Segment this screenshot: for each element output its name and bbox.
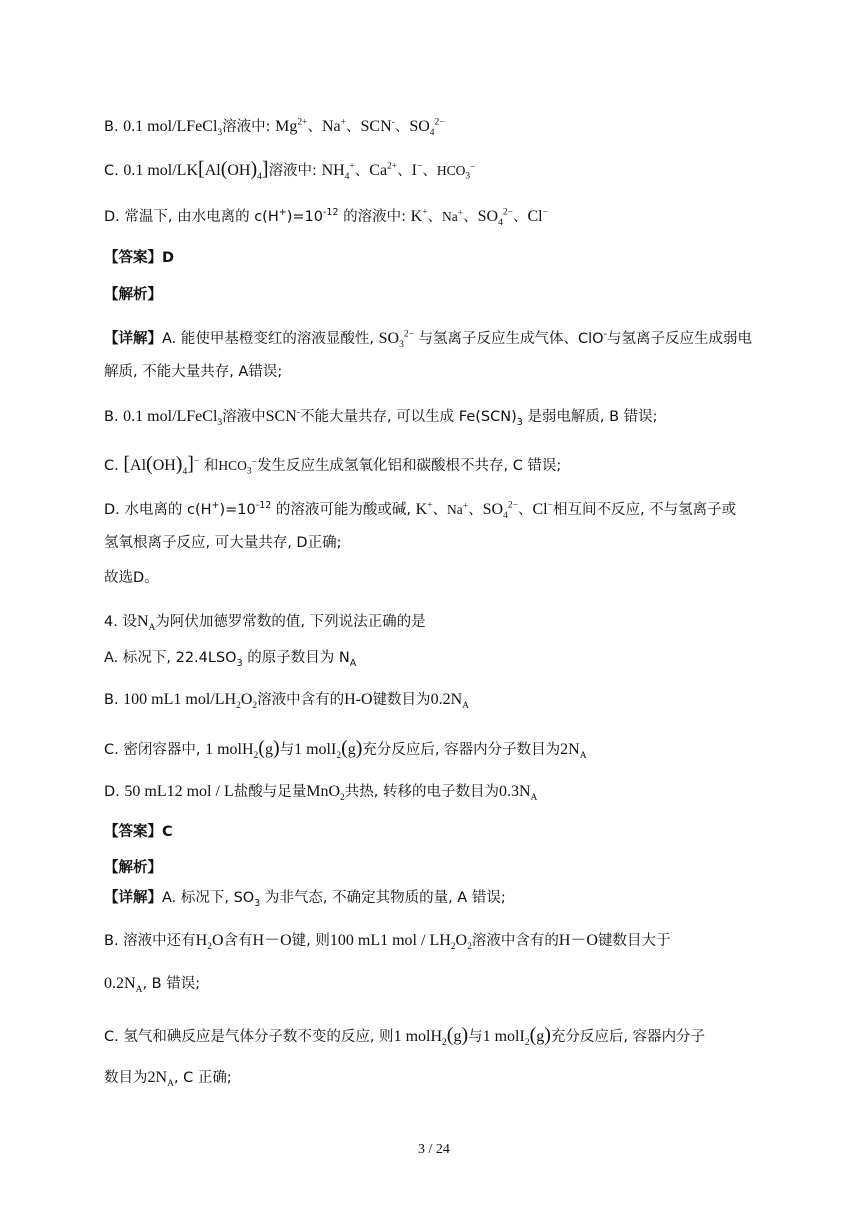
q4-detail-b-2: $0.2N_A$, B 错误; [104, 975, 201, 996]
detail-d-line: D. 水电离的 $c(H^+)=10^{-12}$ 的溶液可能为酸或碱, K+、Na+、$SO_4^{2-}$、Cl−相互间不反应, 不与氢离子或 [104, 500, 737, 522]
q4-detail-a: 【详解】A. 标况下, $SO_3$ 为非气态, 不确定其物质的量, A 错误; [104, 890, 506, 909]
page-number: 3 / 24 [418, 1142, 450, 1157]
answer-label-2: 【答案】C [104, 824, 173, 840]
q4-option-b: B. 100 mL1 mol/$LH_2O_2$溶液中含有的H-O键数目为$0.2N_A$ [104, 691, 469, 712]
detail-d-line-2: 氢氧根离子反应, 可大量共存, D正确; [104, 535, 342, 551]
option-c-line: C. 0.1 mol/$LK[Al(OH)_4]$溶液中: $NH_4^+$、$Ca^{2+}$、I−、$HCO_3^-$ [104, 158, 476, 183]
q4-option-c: C. 密闭容器中, 1 molH$_2$(g)与1 molI$_2$(g)充分反应后, 容器内分子数目为$2N_A$ [104, 737, 587, 762]
question-4-stem: 4. 设$N_A$为阿伏加德罗常数的值, 下列说法正确的是 [104, 613, 426, 634]
option-b-line: B. 0.1 mol/LFeCl$_3$溶液中: $Mg^{2+}$、Na+、SCN-、$SO_4^{2-}$ [104, 117, 445, 139]
detail-b-line: B. 0.1 mol/LFeCl$_3$溶液中SCN-不能大量共存, 可以生成 $Fe(SCN)_3$ 是弱电解质, B 错误; [104, 407, 658, 429]
analysis-label-2: 【解析】 [104, 860, 162, 876]
detail-a-line: 【详解】A. 能使甲基橙变红的溶液显酸性, $SO_3^{2-}$ 与氢离子反应生成气体、ClO-与氢离子反应生成弱电 [104, 329, 753, 351]
analysis-label-1: 【解析】 [104, 287, 162, 303]
detail-a-line-2: 解质, 不能大量共存, A错误; [104, 364, 283, 380]
choose-d-line: 故选D。 [104, 570, 159, 586]
q4-detail-c: C. 氢气和碘反应是气体分子数不变的反应, 则1 molH$_2$(g)与1 molI$_2$(g)充分反应后, 容器内分子 [104, 1024, 706, 1049]
q4-option-d: D. 50 mL12 mol / L盐酸与足量MnO$_2$共热, 转移的电子数目为$0.3N_A$ [104, 783, 538, 804]
detail-c-line: C. $[Al(OH)_4]^-$ 和$HCO_3^-$发生反应生成氢氧化铝和碳酸根不共存, C 错误; [104, 453, 562, 478]
q4-detail-c-2: 数目为$2N_A$, C 正确; [104, 1069, 232, 1090]
option-d-line: D. 常温下, 由水电离的 $c(H^+)=10^{-12}$ 的溶液中: K+、Na+、$SO_4^{2-}$、Cl− [104, 207, 548, 229]
q4-option-a: A. 标况下, $22.4LSO_3$ 的原子数目为 $N_A$ [104, 650, 357, 669]
q4-detail-b: B. 溶液中还有$H_2O$含有H－O键, 则100 mL1 mol / $LH_2O_2$溶液中含有的H－O键数目大于 [104, 932, 671, 953]
answer-label-1: 【答案】D [104, 250, 175, 266]
